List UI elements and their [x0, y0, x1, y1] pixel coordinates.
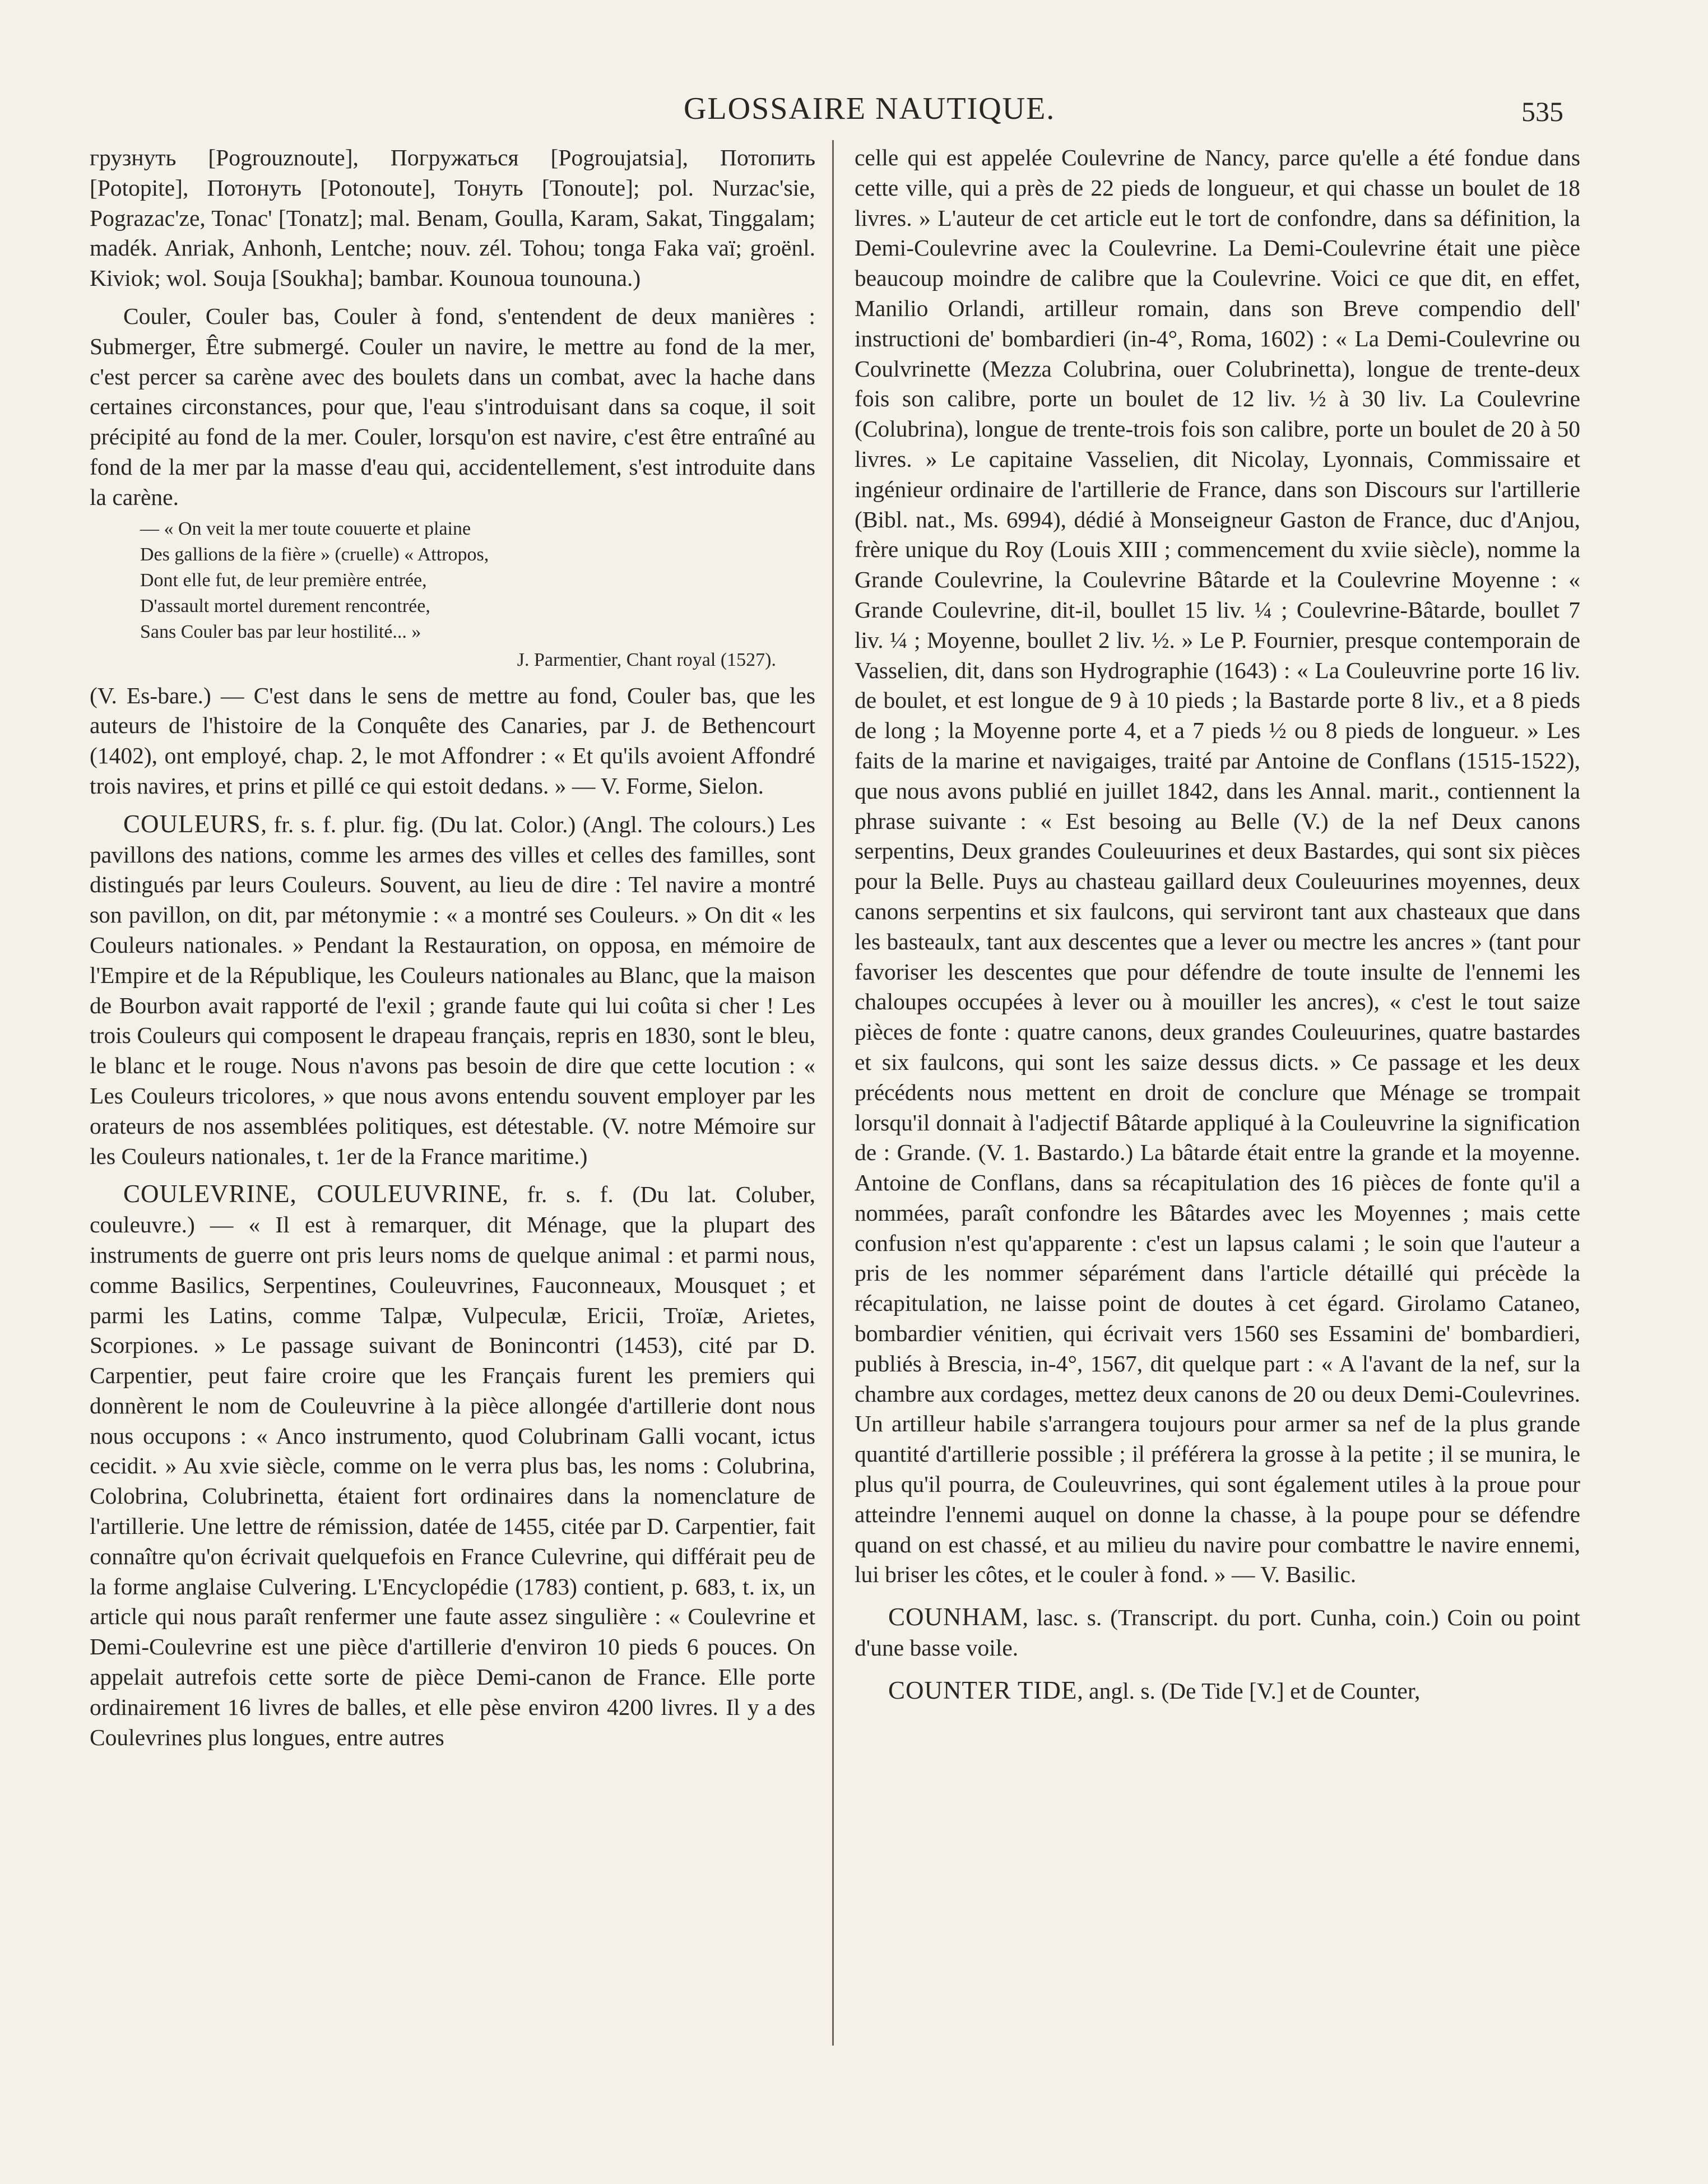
- entry-counham: [855, 1602, 1580, 1663]
- entry-counham-text: , lasc. s. (Transcript. du port. Cunha, coin.) Coin ou point d'une basse voile.: [855, 1605, 1580, 1661]
- entry-couleurs: [90, 809, 815, 1172]
- column-divider: [832, 140, 834, 2046]
- quote-attribution: J. Parmentier, Chant royal (1527).: [517, 649, 776, 670]
- entry-coulevrine: [90, 1179, 815, 1752]
- headword-counter-tide: COUNTER TIDE: [888, 1676, 1078, 1704]
- quote-line: Sans Couler bas par leur hostilité... »: [140, 621, 421, 642]
- entry-coulevrine-text: , fr. s. f. (Du lat. Coluber, couleuvre.) — « Il est à remarquer, dit Ménage, que la plupart des instruments de guerre ont pris leurs noms de quelque animal : et parmi nous, comme Basilics, Serpentines, Couleuvrines, Fauconneaux, Mousquet ; et parmi les Latins, comme Talpæ, Vulpeculæ, Ericii, Troïæ, Arietes, Scorpiones. » Le passage suivant de Bonincontri (1453), cité par D. Carpentier, peut faire croire que les Français furent les premiers qui donnèrent le nom de Couleuvrine à la pièce allongée d'artillerie dont nous nous occupons : « Anco instrumento, quod Colubrinam Galli vocant, ictus cecidit. » Au xvie siècle, comme on le verra plus bas, les noms : Colubrina, Colobrina, Colubrinetta, étaient fort ordinaires dans la nomenclature de l'artillerie. Une lettre de rémission, datée de 1455, citée par D. Carpentier, fait connaître qu'on écrivait quelquefois en France Culevrine, qui différait peu de la forme anglaise Culvering. L'Encyclopédie (1783) contient, p. 683, t. ix, un article qui nous paraît renfermer une faute assez singulière : « Coulevrine et Demi-Coulevrine est une pièce d'artillerie d'environ 10 pieds 6 pouces. On appelait autrefois cette sorte de pièce Demi-canon de France. Elle porte ordinairement 16 livres de balles, et elle pèse environ 4200 livres. Il y a des Coulevrines plus longues, entre autres: [90, 1181, 815, 1750]
- quote-line: — « On veit la mer toute couuerte et plaine: [140, 518, 471, 539]
- quote-line: Dont elle fut, de leur première entrée,: [140, 569, 427, 591]
- quotation-block: [140, 516, 815, 673]
- quote-line: Des gallions de la fière » (cruelle) « Attropos,: [140, 544, 489, 565]
- entry-couler-text: Couler, Couler bas, Couler à fond, s'entendent de deux manières : Submerger, Être submergé. Couler un navire, le mettre au fond de la mer, c'est percer sa carène avec des boulets dans un combat, avec la hache dans certaines circonstances, pour que, l'eau s'introduisant dans sa coque, il soit précipité au fond de la mer. Couler, lorsqu'on est navire, c'est être entraîné au fond de la mer par la masse d'eau qui, accidentellement, s'est introduite dans la carène.: [90, 303, 815, 510]
- entry-esbare-text: (V. Es-bare.) — C'est dans le sens de mettre au fond, Couler bas, que les auteurs de l'histoire de la Conquête des Canaries, par J. de Bethencourt (1402), ont employé, chap. 2, le mot Affondrer : « Et qu'ils avoient Affondré trois navires, et prins et pillé ce qui estoit dedans. » — V. Forme, Sielon.: [90, 682, 815, 799]
- quote-line: D'assault mortel durement rencontrée,: [140, 595, 430, 616]
- entry-counter-tide: [855, 1676, 1580, 1707]
- entry-counter-tide-text: , angl. s. (De Tide [V.] et de Counter,: [1077, 1677, 1421, 1704]
- left-column: [90, 143, 815, 2048]
- continued-coulevrine-text: celle qui est appelée Coulevrine de Nancy, parce qu'elle a été fondue dans cette ville, qui a près de 22 pieds de longueur, et qui chasse un boulet de 18 livres. » L'auteur de cet article eut le tort de confondre, dans sa définition, la Demi-Coulevrine avec la Coulevrine. La Demi-Coulevrine était une pièce beaucoup moindre de calibre que la Coulevrine. Voici ce que dit, en effet, Manilio Orlandi, artilleur romain, dans son Breve compendio dell' instructioni de' bombardieri (in-4°, Roma, 1602) : « La Demi-Coulevrine ou Coulvrinette (Mezza Colubrina, ouer Colubrinetta), longue de trente-deux fois son calibre, porte un boulet de 12 liv. ½ à 30 liv. La Coulevrine (Colubrina), longue de trente-trois fois son calibre, porte un boulet de 20 à 50 livres. » Le capitaine Vasselien, dit Nicolay, Lyonnais, Commissaire et ingénieur ordinaire de l'artillerie de France, dans son Discours sur l'artillerie (Bibl. nat., Ms. 6994), dédié à Monseigneur Gaston de France, duc d'Anjou, frère unique du Roy (Louis XIII ; commencement du xviie siècle), nomme la Grande Coulevrine, la Coulevrine Bâtarde et la Coulevrine Moyenne : « Grande Coulevrine, dit-il, boullet 15 liv. ¼ ; Coulevrine-Bâtarde, boullet 7 liv. ¼ ; Moyenne, boullet 2 liv. ½. » Le P. Fournier, presque contemporain de Vasselien, dit, dans son Hydrographie (1643) : « La Couleuvrine porte 16 liv. de boulet, et est longue de 9 à 10 pieds ; la Bastarde porte 8 liv., et a 8 pieds de long ; la Moyenne porte 4, et a 7 pieds ½ ou 8 pieds de longueur. » Les faits de la marine et navigaiges, traité par Antoine de Conflans (1515-1522), que nous avons publié en juillet 1842, dans les Annal. marit., contiennent la phrase suivante : « Est besoing au Belle (V.) de la nef Deux canons serpentins, Deux grandes Couleuurines et deux Bastardes, qui sont six pièces pour la Belle. Puys au chasteau gaillard deux Couleuurines moyennes, deux canons serpentins et six faulcons, qui serviront tant aux chasteaux que dans les basteaulx, tant aux descentes que a lever ou mectre les ancres » (tant pour favoriser les descentes que pour défendre de toute insulte de l'ennemi les chaloupes occupées à lever ou à mouiller les ancres), « c'est le tout saize pièces de fonte : quatre canons, deux grandes Couleuurines, quatre bastardes et six faulcons, qui sont les saize dessus dicts. » Ce passage et les deux précédents nous mettent en droit de conclure que Ménage se trompait lorsqu'il donnait à l'adjectif Bâtarde appliqué à la Couleuvrine la signification de : Grande. (V. 1. Bastardo.) La bâtarde était entre la grande et la moyenne. Antoine de Conflans, dans sa récapitulation des 16 pièces de fonte qu'il a nommées, paraît confondre les Bâtardes avec les Moyennes ; mais cette confusion n'est qu'apparente : c'est un lapsus calami ; le soin que l'auteur a pris de les nommer séparément dans l'article détaillé qui précède la récapitulation, ne laisse point de doutes à cet égard. Girolamo Cataneo, bombardier vénitien, qui écrivait vers 1560 ses Essamini de' bombardieri, publiés à Brescia, in-4°, 1567, dit quelque part : « A l'avant de la nef, sur la chambre aux cordages, mettez deux canons de 20 ou deux Demi-Coulevrines. Un artilleur habile s'arrangera toujours pour armer sa nef de la plus grande quantité d'artillerie possible ; il préférera la grosse à la petite ; il se munira, le plus qu'il pourra, de Couleuvrines, qui sont également utiles à la proue pour atteindre l'ennemi auquel on donne la chasse, à la poupe pour se défendre quand on est chassé, et au milieu du navire pour combattre le navire ennemi, lui briser les côtes, et le couler à fond. » — V. Basilic.: [855, 145, 1580, 1588]
- headword-couleurs: COULEURS: [123, 809, 261, 838]
- page-number: 535: [1521, 96, 1563, 127]
- running-title: GLOSSAIRE NAUTIQUE.: [684, 91, 1056, 126]
- entry-couleurs-text: , fr. s. f. plur. fig. (Du lat. Color.) (Angl. The colours.) Les pavillons des nations, comme les armes des villes et celles des familles, sont distingués par leurs Couleurs. Souvent, au lieu de dire : Tel navire a montré son pavillon, on dit, par métonymie : « a montré ses Couleurs. » On dit « les Couleurs nationales. » Pendant la Restauration, on opposa, en mémoire de l'Empire et de la République, les Couleurs nationales au Blanc, que la maison de Bourbon avait rapporté de l'exil ; grande faute qui lui coûta si cher ! Les trois Couleurs qui composent le drapeau français, repris en 1830, sont le bleu, le blanc et le rouge. Nous n'avons pas besoin de dire que cette locution : « Les Couleurs tricolores, » que nous avons entendu souvent employer par les orateurs de nos assemblées politiques, est détestable. (V. notre Mémoire sur les Couleurs nationales, t. 1er de la France maritime.): [90, 811, 815, 1169]
- headword-counham: COUNHAM: [888, 1603, 1023, 1631]
- continued-entry-text: грузнуть [Pogrouznoute], Погружаться [Pogroujatsia], Потопить [Potopite], Потонуть [Potonoute], Тонуть [Tonoute]; pol. Nurzac'sie, Pograzac'ze, Tonac' [Tonatz]; mal. Benam, Goulla, Karam, Sakat, Tinggalam; madék. Anriak, Anhonh, Lentche; nouv. zél. Tohou; tonga Faka vaï; groënl. Kiviok; wol. Souja [Soukha]; bambar. Kounoua tounouna.): [90, 145, 815, 291]
- right-column: [855, 143, 1580, 2048]
- page-header: [0, 84, 1708, 129]
- headword-coulevrine: COULEVRINE, COULEUVRINE: [123, 1180, 503, 1208]
